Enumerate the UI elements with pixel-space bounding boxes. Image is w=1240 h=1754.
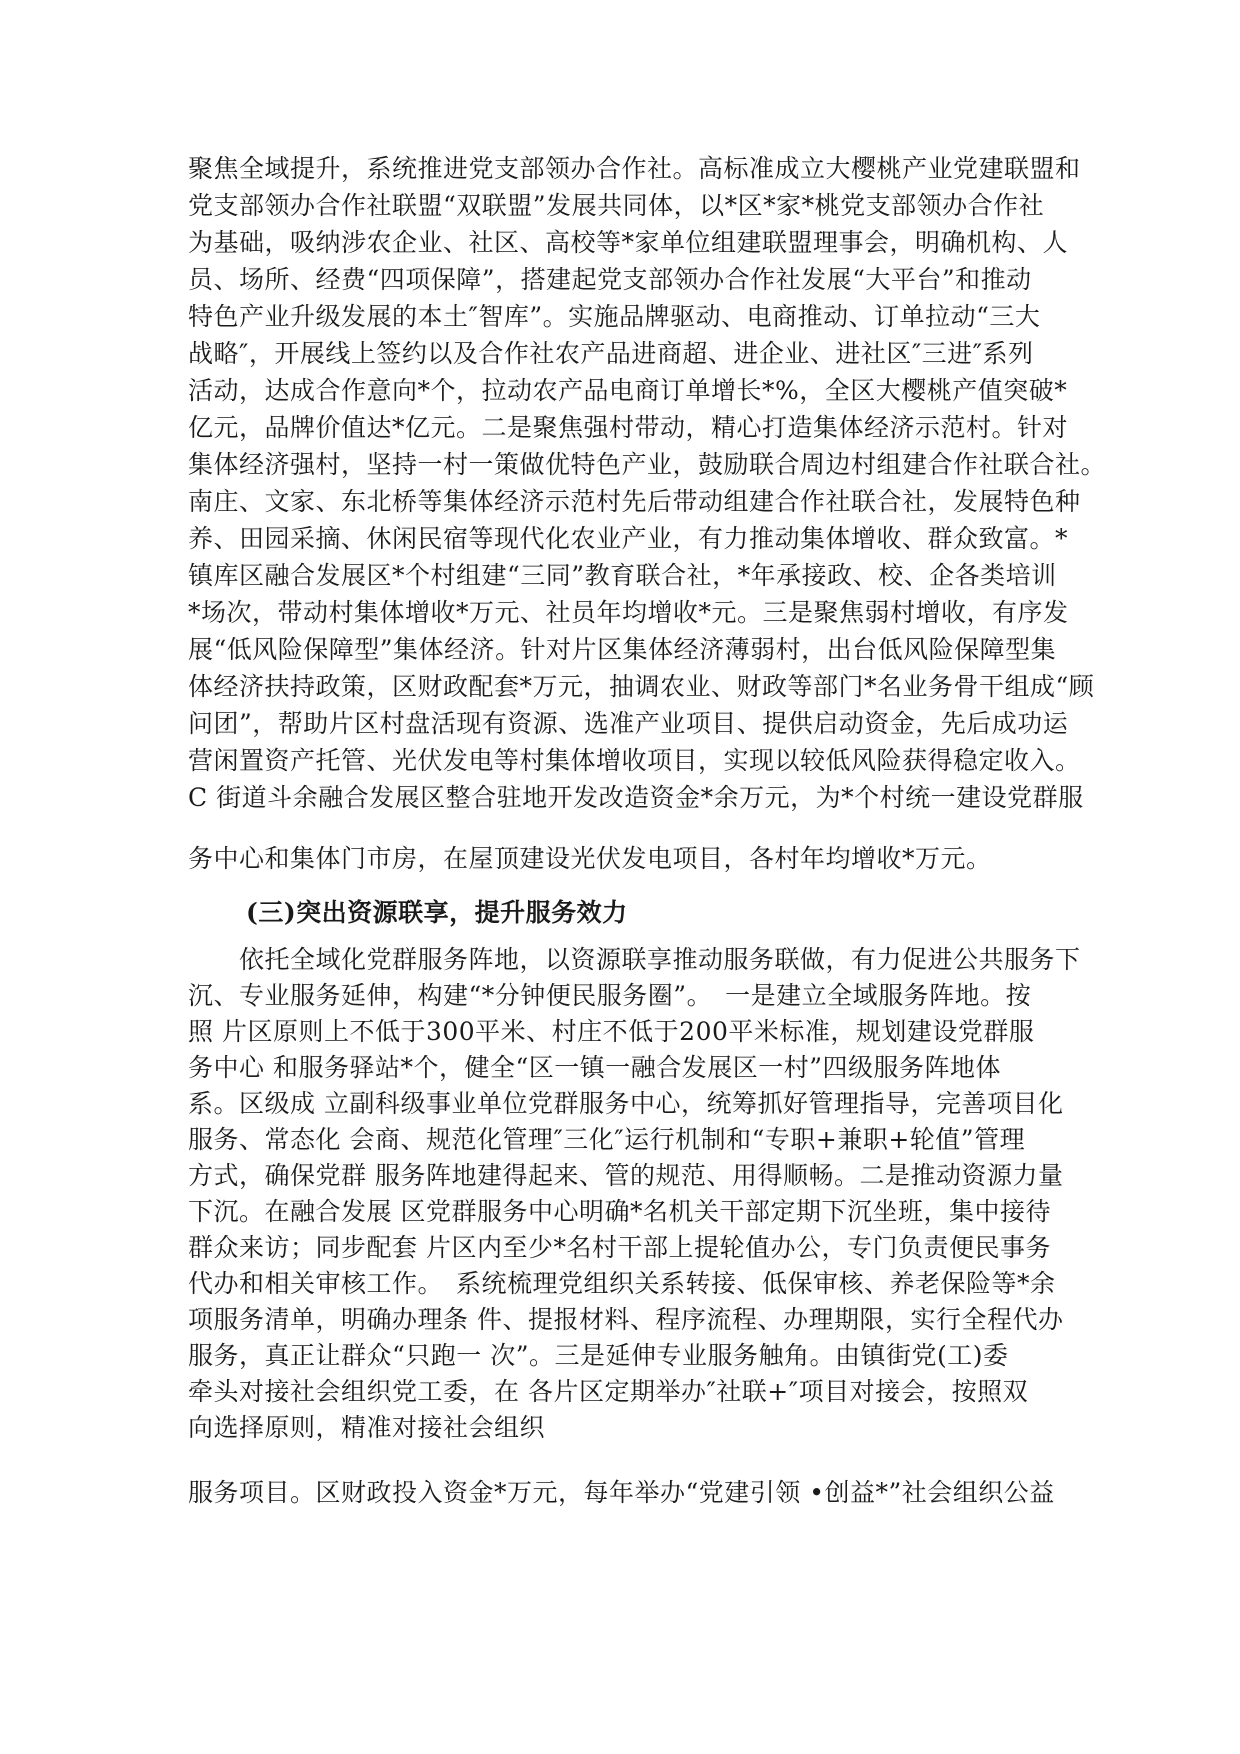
paragraph-line: 体经济扶持政策，区财政配套*万元，抽调农业、财政等部门*名业务骨干组成“顾: [188, 672, 1095, 701]
paragraph-line: 牵头对接社会组织党工委，在 各片区定期举办″社联+″项目对接会，按照双: [188, 1377, 1029, 1406]
paragraph-line: 向选择原则，精准对接社会组织: [188, 1413, 546, 1442]
paragraph-line: 为基础，吸纳涉农企业、社区、高校等*家单位组建联盟理事会，明确机构、人: [188, 228, 1069, 257]
paragraph-line: 务中心 和服务驿站*个，健全“区一镇一融合发展区一村”四级服务阵地体: [188, 1053, 1002, 1082]
paragraph-line: C 街道斗余融合发展区整合驻地开发改造资金*余万元，为*个村统一建设党群服: [188, 783, 1084, 812]
paragraph-line: 服务、常态化 会商、规范化管理″三化″运行机制和“专职+兼职+轮值”管理: [188, 1125, 1026, 1154]
paragraph-line: 特色产业升级发展的本土″智库”。实施品牌驱动、电商推动、订单拉动“三大: [188, 302, 1041, 331]
paragraph-line: 展“低风险保障型”集体经济。针对片区集体经济薄弱村，出台低风险保障型集: [188, 635, 1057, 664]
paragraph-line: 代办和相关审核工作。 系统梳理党组织关系转接、低保审核、养老保险等*余: [188, 1269, 1056, 1298]
paragraph-line: 照 片区原则上不低于300平米、村庄不低于200平米标准，规划建设党群服: [188, 1017, 1035, 1046]
paragraph-line: 亿元，品牌价值达*亿元。二是聚焦强村带动，精心打造集体经济示范村。针对: [188, 413, 1069, 442]
paragraph-line: 聚焦全域提升，系统推进党支部领办合作社。高标准成立大樱桃产业党建联盟和: [188, 154, 1081, 183]
paragraph-line: 问团”，帮助片区村盘活现有资源、选准产业项目、提供启动资金，先后成功运: [188, 709, 1069, 738]
paragraph-line: 镇库区融合发展区*个村组建“三同”教育联合社，*年承接政、校、企各类培训: [188, 561, 1057, 590]
paragraph-line: 南庄、文家、东北桥等集体经济示范村先后带动组建合作社联合社，发展特色种: [188, 487, 1081, 516]
paragraph-line: *场次，带动村集体增收*万元、社员年均增收*元。三是聚焦弱村增收，有序发: [188, 598, 1069, 627]
paragraph-line: 养、田园采摘、休闲民宿等现代化农业产业，有力推动集体增收、群众致富。*: [188, 524, 1069, 553]
section-heading: (三)突出资源联享，提升服务效力: [246, 898, 628, 927]
paragraph-line: 下沉。在融合发展 区党群服务中心明确*名机关干部定期下沉坐班，集中接待: [188, 1197, 1051, 1226]
paragraph-line: 战略″，开展线上签约以及合作社农产品进商超、进企业、进社区″三进″系列: [188, 339, 1034, 368]
paragraph-line: 员、场所、经费“四项保障”，搭建起党支部领办合作社发展“大平台”和推动: [188, 265, 1032, 294]
paragraph-line: 集体经济强村，坚持一村一策做优特色产业，鼓励联合周边村组建合作社联合社。: [188, 450, 1107, 479]
paragraph-line: 系。区级成 立副科级事业单位党群服务中心，统筹抓好管理指导，完善项目化: [188, 1089, 1064, 1118]
paragraph-line: 群众来访；同步配套 片区内至少*名村干部上提轮值办公，专门负责便民事务: [188, 1233, 1051, 1262]
paragraph-line: 方式，确保党群 服务阵地建得起来、管的规范、用得顺畅。二是推动资源力量: [188, 1161, 1064, 1190]
paragraph-line: 依托全域化党群服务阵地，以资源联享推动服务联做，有力促进公共服务下: [188, 945, 1081, 974]
paragraph-line: 服务，真正让群众“只跑一 次”。三是延伸专业服务触角。由镇街党(工)委: [188, 1341, 1009, 1370]
paragraph-line: 营闲置资产托管、光伏发电等村集体增收项目，实现以较低风险获得稳定收入。: [188, 746, 1081, 775]
paragraph-line: 项服务清单，明确办理条 件、提报材料、程序流程、办理期限，实行全程代办: [188, 1305, 1064, 1334]
paragraph-line: 党支部领办合作社联盟“双联盟”发展共同体，以*区*家*桃党支部领办合作社: [188, 191, 1045, 220]
paragraph-line: 沉、专业服务延伸，构建“*分钟便民服务圈”。 一是建立全域服务阵地。按: [188, 981, 1032, 1010]
paragraph-line: 务中心和集体门市房，在屋顶建设光伏发电项目，各村年均增收*万元。: [188, 844, 992, 873]
paragraph-line: 活动，达成合作意向*个，拉动农产品电商订单增长*%，全区大樱桃产值突破*: [188, 376, 1068, 405]
paragraph-line: 服务项目。区财政投入资金*万元，每年举办“党建引领 •创益*”社会组织公益: [188, 1478, 1055, 1507]
